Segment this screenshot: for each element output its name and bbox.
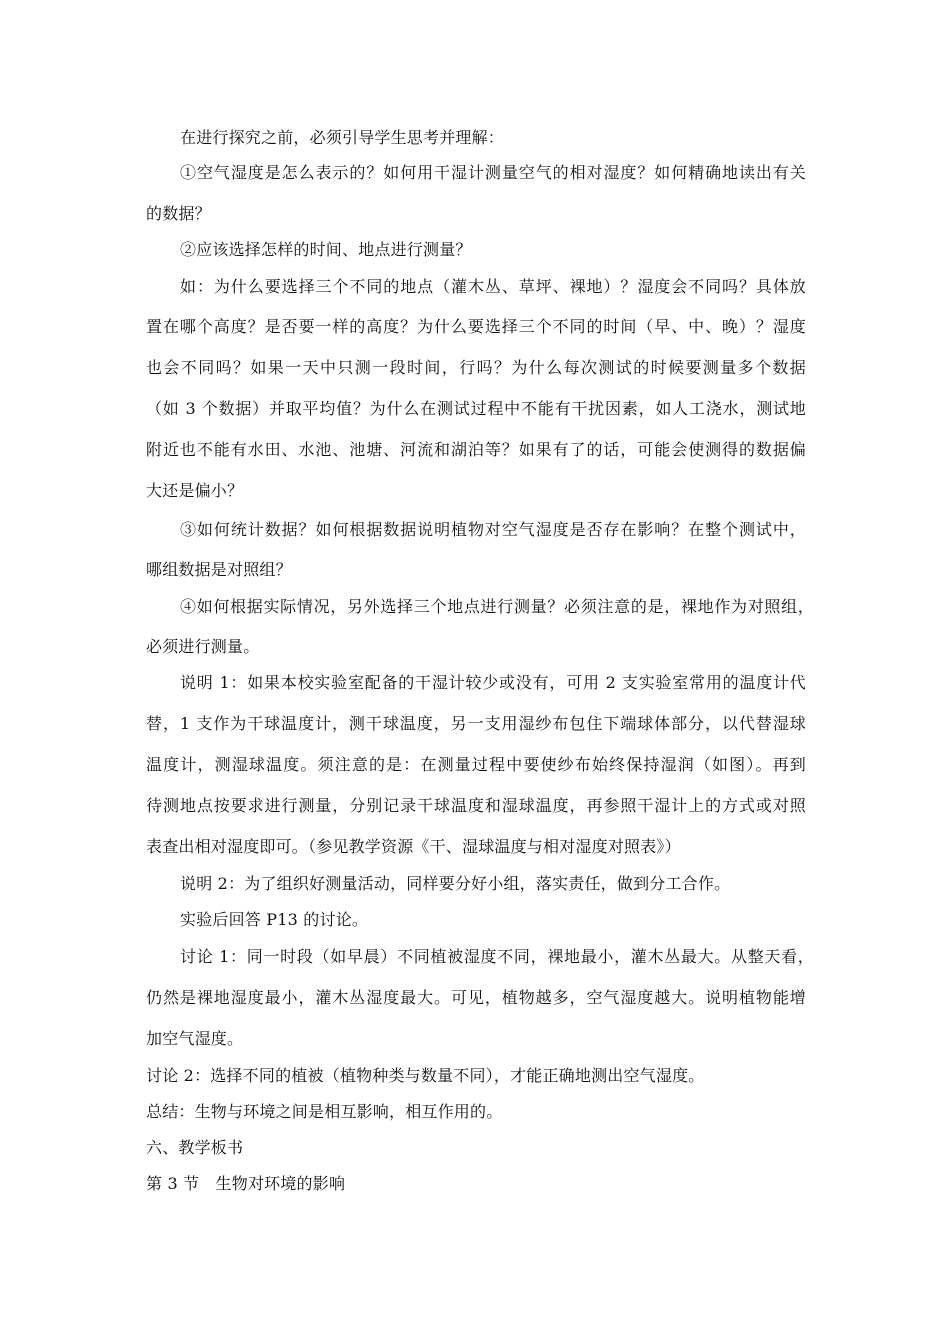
text-line-2: ①空气湿度是怎么表示的？如何用干湿计测量空气的相对湿度？如何精确地读出有关 <box>180 163 806 182</box>
text-line-25: 讨论 2：选择不同的植被（植物种类与数量不同），才能正确地测出空气湿度。 <box>146 1066 705 1085</box>
text-line-26: 总结：生物与环境之间是相互影响，相互作用的。 <box>146 1102 503 1121</box>
text-line-6: 置在哪个高度？是否要一样的高度？为什么要选择三个不同的时间（早、中、晚）？湿度 <box>146 317 806 336</box>
text-line-19: 表查出相对湿度即可。（参见教学资源《干、湿球温度与相对湿度对照表》） <box>146 837 681 856</box>
text-line-12: 哪组数据是对照组？ <box>146 560 292 579</box>
text-line-4: ②应该选择怎样的时间、地点进行测量？ <box>180 240 472 259</box>
text-line-11: ③如何统计数据？如何根据数据说明植物对空气湿度是否存在影响？在整个测试中， <box>180 520 806 539</box>
text-line-8: （如 3 个数据）并取平均值？为什么在测试过程中不能有干扰因素，如人工浇水，测试地 <box>146 399 806 418</box>
text-line-18: 待测地点按要求进行测量，分别记录干球温度和湿球温度，再参照干湿计上的方式或对照 <box>146 796 806 815</box>
text-line-3: 的数据？ <box>146 204 211 223</box>
text-line-13: ④如何根据实际情况，另外选择三个地点进行测量？必须注意的是，裸地作为对照组， <box>180 597 814 616</box>
text-line-16: 替，1 支作为干球温度计，测干球温度，另一支用湿纱布包住下端球体部分，以代替湿球 <box>146 714 806 733</box>
text-line-21: 实验后回答 P13 的讨论。 <box>180 910 369 929</box>
text-line-5: 如：为什么要选择三个不同的地点（灌木丛、草坪、裸地）？湿度会不同吗？具体放 <box>180 277 806 296</box>
text-line-17: 温度计，测湿球温度。须注意的是：在测量过程中要使纱布始终保持湿润（如图）。再到 <box>146 755 806 774</box>
text-line-14: 必须进行测量。 <box>146 637 260 656</box>
text-line-20: 说明 2：为了组织好测量活动，同样要分好小组，落实责任，做到分工合作。 <box>180 874 731 893</box>
section-heading: 六、教学板书 <box>146 1138 244 1157</box>
text-line-7: 也会不同吗？如果一天中只测一段时间，行吗？为什么每次测试的时候要测量多个数据 <box>146 358 806 377</box>
text-line-9: 附近也不能有水田、水池、池塘、河流和湖泊等？如果有了的话，可能会使测得的数据偏 <box>146 440 806 459</box>
text-line-1: 在进行探究之前，必须引导学生思考并理解： <box>180 128 505 147</box>
text-line-23: 仍然是裸地湿度最小，灌木丛湿度最大。可见，植物越多，空气湿度越大。说明植物能增 <box>146 988 806 1007</box>
board-title: 第 3 节 生物对环境的影响 <box>146 1174 346 1193</box>
text-line-15: 说明 1：如果本校实验室配备的干湿计较少或没有，可用 2 支实验室常用的温度计代 <box>180 673 806 692</box>
text-line-10: 大还是偏小？ <box>146 481 244 500</box>
text-line-22: 讨论 1：同一时段（如早晨）不同植被湿度不同，裸地最小，灌木丛最大。从整天看， <box>180 947 814 966</box>
text-line-24: 加空气湿度。 <box>146 1029 244 1048</box>
